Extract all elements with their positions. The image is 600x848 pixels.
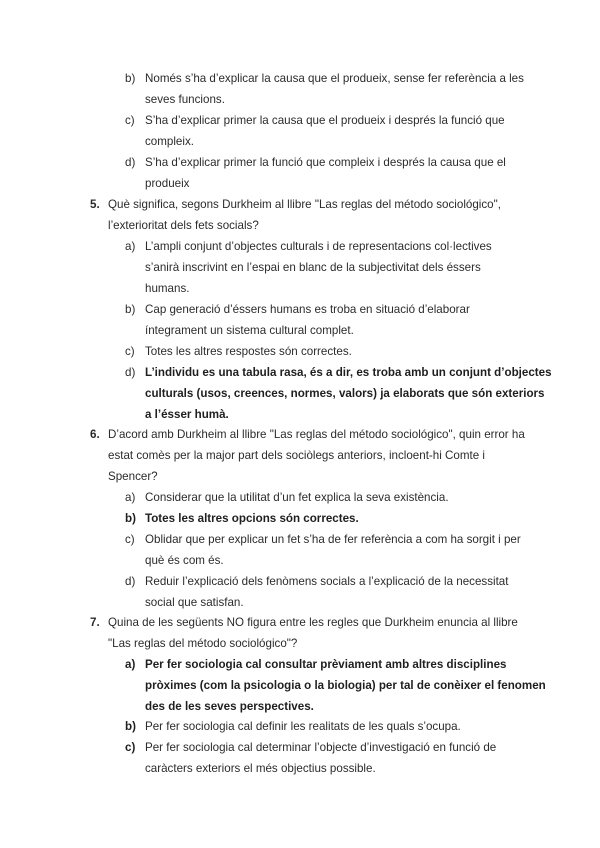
option-text-line-correct: L’individu es una tabula rasa, és a dir, es troba amb un conjunt d’objectes	[145, 366, 552, 379]
option-text-line: caràcters exteriors el més objectius possible.	[145, 762, 376, 775]
question-text-line: l’exterioritat dels fets socials?	[108, 219, 259, 232]
question-text-line: Quina de les següents NO figura entre les regles que Durkheim enuncia al llibre	[108, 616, 518, 629]
option-text-line: Cap generació d’éssers humans es troba en situació d’elaborar	[145, 303, 470, 316]
option-text-line-correct: pròximes (com la psicologia o la biologia) per tal de conèixer el fenomen	[145, 679, 546, 692]
option-text-line-correct: des de les seves perspectives.	[145, 700, 314, 713]
question-text-line: Spencer?	[108, 470, 158, 483]
option-label: a)	[125, 240, 136, 253]
option-label: d)	[125, 575, 136, 588]
option-text-line: S’ha d’explicar primer la causa que el produeix i després la funció que	[145, 114, 505, 127]
option-label: b)	[125, 72, 136, 85]
option-text-line-correct: Totes les altres opcions són correctes.	[145, 512, 359, 525]
option-label: c)	[125, 533, 135, 546]
option-text-line: L’ampli conjunt d’objectes culturals i de representacions col·lectives	[145, 240, 492, 253]
option-label: d)	[125, 156, 136, 169]
option-text-line: Reduir l’explicació dels fenòmens socials a l’explicació de la necessitat	[145, 575, 509, 588]
option-text-line: compleix.	[145, 135, 194, 148]
option-label: c)	[125, 741, 136, 754]
option-text-line-correct: a l’ésser humà.	[145, 408, 229, 421]
question-text-line: Què significa, segons Durkheim al llibre "Las reglas del método sociológico",	[108, 198, 501, 211]
option-text-line: seves funcions.	[145, 93, 225, 106]
option-text-line: què és com és.	[145, 554, 224, 567]
option-label: d)	[125, 366, 136, 379]
option-text-line: humans.	[145, 282, 190, 295]
option-label: b)	[125, 303, 136, 316]
option-label: c)	[125, 114, 135, 127]
option-text-line: Només s’ha d’explicar la causa que el produeix, sense fer referència a les	[145, 72, 524, 85]
question-text-line: "Las reglas del método sociológico"?	[108, 637, 298, 650]
option-label: a)	[125, 491, 136, 504]
option-text-line-correct: Per fer sociologia cal consultar prèviament amb altres disciplines	[145, 658, 507, 671]
option-text-line: S’ha d’explicar primer la funció que compleix i després la causa que el	[145, 156, 506, 169]
question-number: 7.	[90, 616, 100, 629]
option-text-line: produeix	[145, 177, 190, 190]
option-text-line: social que satisfan.	[145, 596, 244, 609]
option-label: b)	[125, 512, 136, 525]
option-text-line: s’anirà inscrivint en l’espai en blanc de la subjectivitat dels éssers	[145, 261, 481, 274]
question-text-line: estat comès per la major part dels sociòlegs anteriors, incloent-hi Comte i	[108, 449, 485, 462]
option-text-line-correct: culturals (usos, creences, normes, valors) ja elaborats que són exteriors	[145, 387, 545, 400]
question-number: 6.	[90, 428, 100, 441]
question-text-line: D’acord amb Durkheim al llibre "Las reglas del método sociológico", quin error ha	[108, 428, 525, 441]
option-text-line: íntegrament un sistema cultural complet.	[145, 324, 354, 337]
option-text-line: Oblidar que per explicar un fet s’ha de fer referència a com ha sorgit i per	[145, 533, 521, 546]
option-text-line: Per fer sociologia cal determinar l’objecte d’investigació en funció de	[145, 741, 497, 754]
option-label: a)	[125, 658, 136, 671]
option-text-line: Per fer sociologia cal definir les realitats de les quals s’ocupa.	[145, 720, 461, 733]
option-label: b)	[125, 720, 136, 733]
question-number: 5.	[90, 198, 100, 211]
option-text-line: Considerar que la utilitat d’un fet explica la seva existència.	[145, 491, 449, 504]
option-label: c)	[125, 345, 135, 358]
option-text-line: Totes les altres respostes són correctes.	[145, 345, 352, 358]
